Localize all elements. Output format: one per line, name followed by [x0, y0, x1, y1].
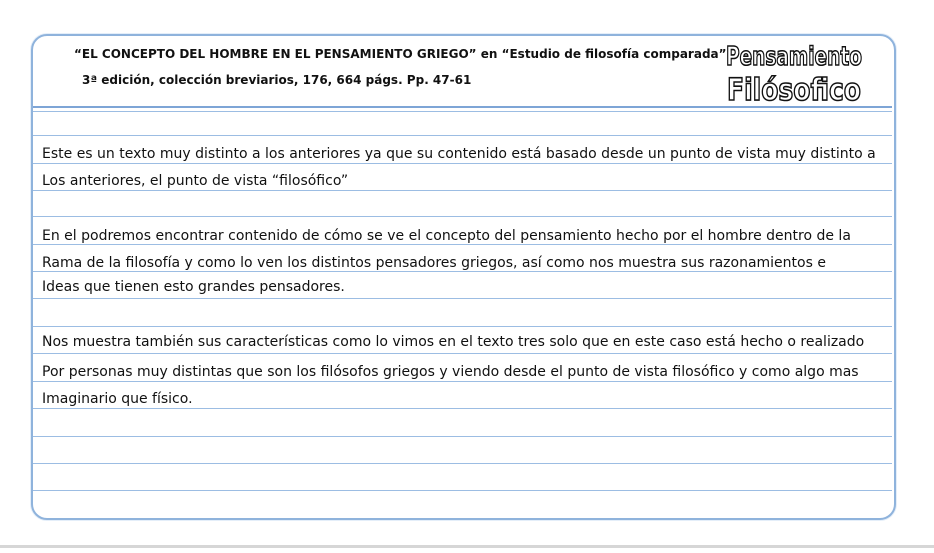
ruled-line: [33, 244, 892, 245]
logo-line-2: Filósofico: [727, 73, 861, 108]
body-line: En el podremos encontrar contenido de cómo se ve el concepto del pensamiento hecho por el hombre dentro de la: [42, 228, 851, 244]
ruled-line: [33, 436, 892, 437]
ruled-line: [33, 190, 892, 191]
header-divider: [33, 106, 892, 108]
body-line: Imaginario que físico.: [42, 391, 193, 407]
body-line: Rama de la filosofía y como lo ven los distintos pensadores griegos, así como nos muestra sus razonamientos e: [42, 255, 826, 271]
body-line: Este es un texto muy distinto a los anteriores ya que su contenido está basado desde un punto de vista muy distinto a: [42, 146, 876, 162]
ruled-line: [33, 490, 892, 491]
ruled-line: [33, 216, 892, 217]
ruled-line: [33, 271, 892, 272]
ruled-line: [33, 381, 892, 382]
ruled-line: [33, 163, 892, 164]
ruled-line: [33, 408, 892, 409]
pensamiento-filosofico-logo: [722, 34, 866, 106]
page-edge: [0, 545, 934, 548]
ruled-line: [33, 135, 892, 136]
reference-title: “EL CONCEPTO DEL HOMBRE EN EL PENSAMIENTO GRIEGO” en “Estudio de filosofía comparada”: [74, 47, 727, 61]
ruled-line: [33, 111, 892, 112]
body-line: Por personas muy distintas que son los filósofos griegos y viendo desde el punto de vista filosófico y como algo mas: [42, 364, 859, 380]
ruled-line: [33, 326, 892, 327]
logo-line-1: Pensamiento: [726, 42, 862, 72]
body-line: Nos muestra también sus características como lo vimos en el texto tres solo que en este caso está hecho o realizado: [42, 334, 865, 350]
ruled-line: [33, 463, 892, 464]
body-line: Ideas que tienen esto grandes pensadores.: [42, 279, 345, 295]
reference-details: 3ª edición, colección breviarios, 176, 664 págs. Pp. 47-61: [82, 73, 472, 87]
body-line: Los anteriores, el punto de vista “filosófico”: [42, 173, 349, 189]
ruled-line: [33, 298, 892, 299]
ruled-line: [33, 353, 892, 354]
